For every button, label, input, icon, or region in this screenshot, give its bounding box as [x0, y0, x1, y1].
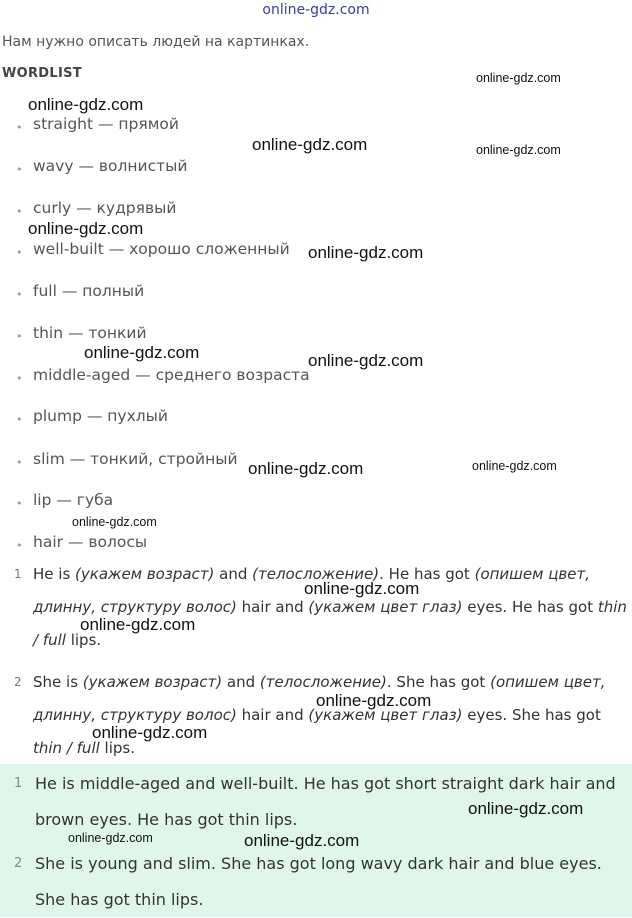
word-item: curly — кудрявый — [33, 199, 177, 217]
answer-item — [14, 846, 630, 918]
answer-text: She is young and slim. She has got long wavy dark hair and blue eyes. She has got thin lips. — [35, 854, 602, 909]
watermark: online-gdz.com — [252, 135, 368, 154]
watermark: online-gdz.com — [92, 723, 208, 742]
word-item: lip — губа — [33, 491, 114, 509]
watermark: online-gdz.com — [244, 831, 360, 850]
word-item: well-built — хорошо сложенный — [33, 240, 290, 258]
bullet-icon: • — [16, 497, 23, 510]
watermark: online-gdz.com — [476, 143, 561, 157]
bullet-icon: • — [16, 330, 23, 343]
word-item: plump — пухлый — [33, 407, 168, 425]
watermark: online-gdz.com — [304, 579, 420, 598]
bullet-icon: • — [16, 205, 23, 218]
task-number: 1 — [14, 567, 22, 581]
watermark: online-gdz.com — [308, 351, 424, 370]
watermark: online-gdz.com — [248, 459, 364, 478]
watermark: online-gdz.com — [68, 831, 153, 845]
bullet-icon: • — [16, 288, 23, 301]
answer-number: 1 — [14, 776, 23, 791]
answer-text: He is middle-aged and well-built. He has got short straight dark hair and brown eyes. He has got thin lips. — [35, 774, 616, 829]
bullet-icon: • — [16, 372, 23, 385]
bullet-icon: • — [16, 413, 23, 426]
word-item: slim — тонкий, стройный — [33, 450, 238, 468]
watermark: online-gdz.com — [80, 615, 196, 634]
bullet-icon: • — [16, 246, 23, 259]
task-item — [14, 558, 630, 657]
word-item: middle-aged — среднего возраста — [33, 366, 310, 384]
watermark: online-gdz.com — [308, 243, 424, 262]
bullet-icon: • — [16, 121, 23, 134]
task-item — [14, 666, 630, 765]
word-item: wavy — волнистый — [33, 157, 188, 175]
task-text: She is (укажем возраст) and (телосложение). She has got (опишем цвет, длинну, структуру волос) hair and (укажем цвет глаз) eyes. She has got thin / full lips. — [33, 673, 606, 757]
intro-text: Нам нужно описать людей на картинках. — [2, 34, 310, 50]
task-text: He is (укажем возраст) and (телосложение). He has got (опишем цвет, длинну, структуру волос) hair and (укажем цвет глаз) eyes. He has got thin / full lips. — [33, 565, 627, 649]
site-watermark-header: online-gdz.com — [262, 2, 370, 18]
watermark: online-gdz.com — [476, 71, 561, 85]
task-number: 2 — [14, 675, 22, 689]
bullet-icon: • — [16, 456, 23, 469]
watermark: online-gdz.com — [316, 691, 432, 710]
watermark: online-gdz.com — [472, 459, 557, 473]
bullet-icon: • — [16, 163, 23, 176]
watermark: online-gdz.com — [84, 343, 200, 362]
watermark: online-gdz.com — [28, 219, 144, 238]
watermark: online-gdz.com — [72, 515, 157, 529]
wordlist-title: WORDLIST — [2, 66, 82, 81]
watermark: online-gdz.com — [468, 799, 584, 818]
word-item: full — полный — [33, 282, 145, 300]
word-item: thin — тонкий — [33, 324, 147, 342]
word-item: straight — прямой — [33, 115, 179, 133]
watermark: online-gdz.com — [28, 95, 144, 114]
answer-number: 2 — [14, 856, 23, 871]
bullet-icon: • — [16, 539, 23, 552]
word-item: hair — волосы — [33, 533, 148, 551]
